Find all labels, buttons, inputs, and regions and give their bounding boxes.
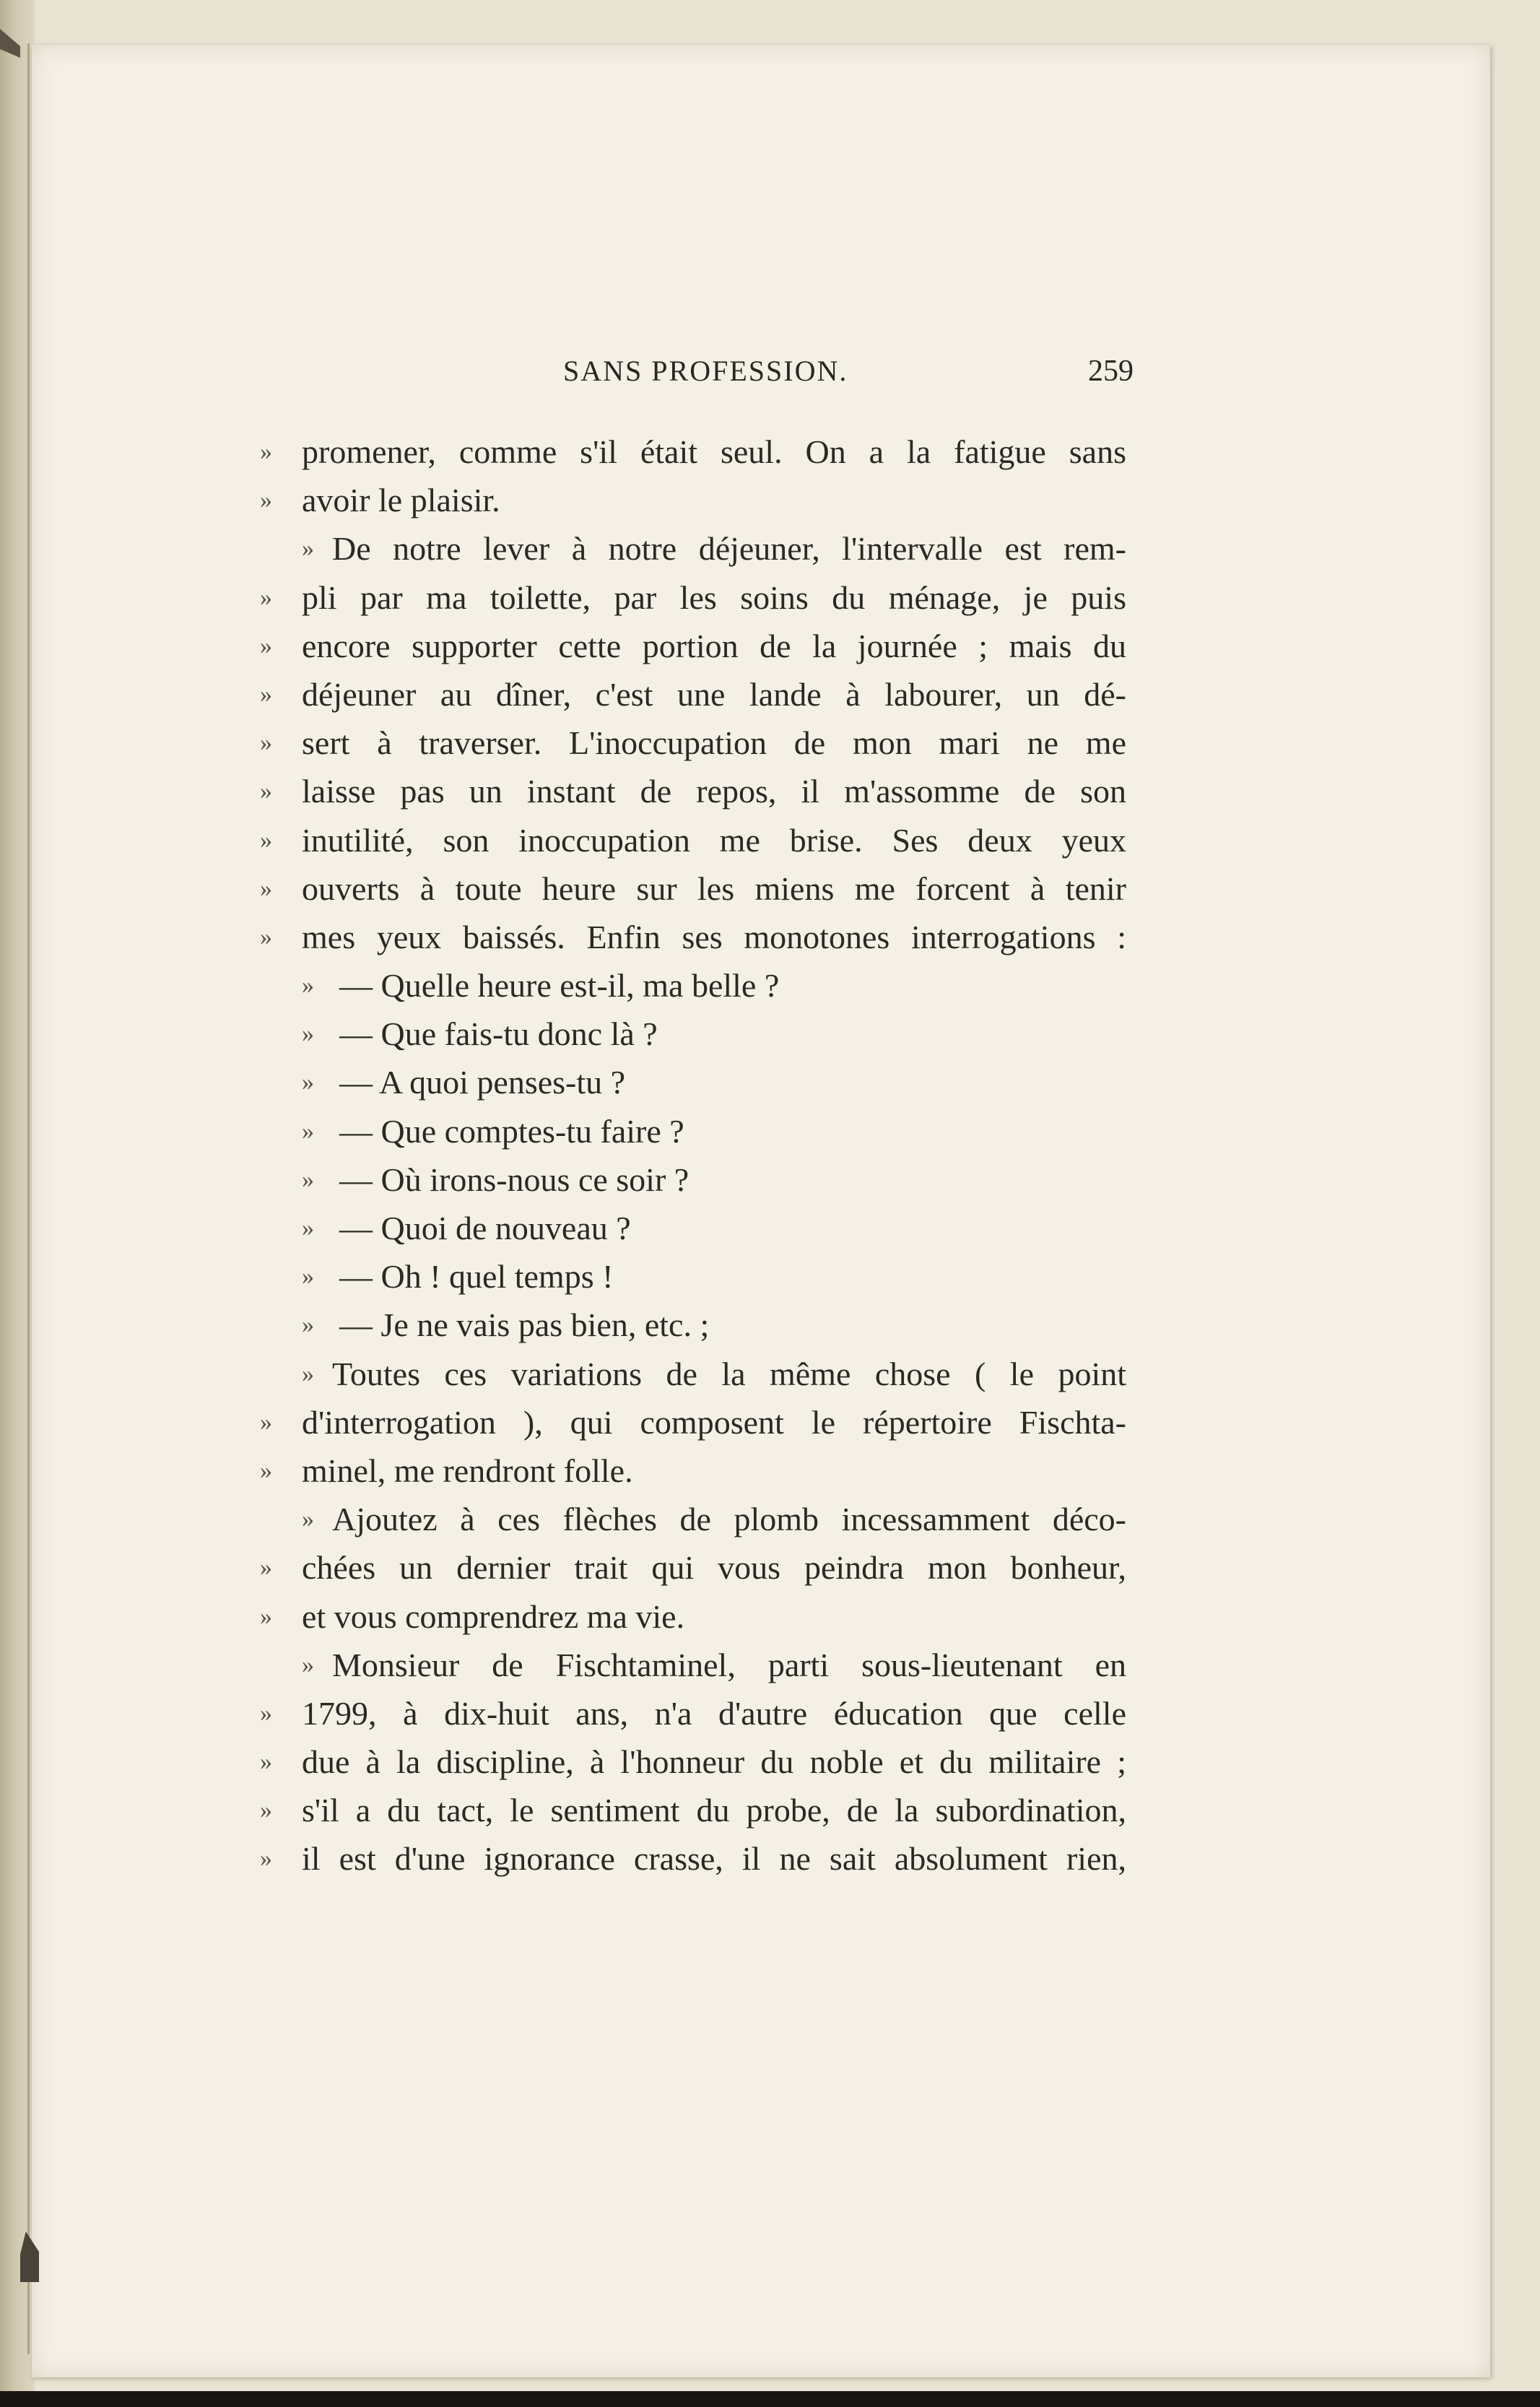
- quote-mark: »: [302, 1069, 314, 1096]
- line-text: pli par ma toilette, par les soins du ménage, je puis: [302, 578, 1126, 616]
- quote-mark: »: [260, 1797, 272, 1824]
- line-text: De notre lever à notre déjeuner, l'intervalle est rem-: [332, 530, 1126, 568]
- line-text: promener, comme s'il était seul. On a la fatigue sans: [302, 433, 1126, 470]
- quote-mark: »: [260, 826, 272, 854]
- line-text: Ajoutez à ces flèches de plomb incessamment déco-: [332, 1501, 1126, 1538]
- text-line: [260, 670, 1126, 719]
- quote-mark: »: [260, 778, 272, 805]
- quote-mark: »: [302, 1020, 314, 1048]
- line-text: — Que comptes-tu faire ?: [339, 1112, 684, 1150]
- body-text: [260, 428, 1126, 1883]
- quote-mark: »: [260, 680, 272, 708]
- line-text: inutilité, son inoccupation me brise. Ses deux yeux: [302, 821, 1126, 859]
- line-text: mes yeux baissés. Enfin ses monotones interrogations :: [302, 918, 1126, 955]
- quote-mark: »: [260, 584, 272, 611]
- text-line: [260, 573, 1126, 622]
- dialogue-line: [260, 1204, 1126, 1252]
- quote-mark: »: [260, 729, 272, 757]
- text-line: [260, 622, 1126, 670]
- quote-mark: »: [302, 535, 314, 563]
- text-line: [260, 816, 1126, 864]
- quote-mark: »: [302, 972, 314, 999]
- scan-binding-edge: [0, 0, 35, 2407]
- running-title: SANS PROFESSION.: [563, 355, 848, 387]
- quote-mark: »: [260, 487, 272, 514]
- dialogue-line: [260, 1252, 1126, 1301]
- text-line: [260, 864, 1126, 913]
- text-line: [260, 1641, 1126, 1689]
- line-text: encore supporter cette portion de la journée ; mais du: [302, 627, 1126, 664]
- line-text: avoir le plaisir.: [302, 482, 500, 519]
- line-text: — Quelle heure est-il, ma belle ?: [339, 967, 780, 1005]
- line-text: minel, me rendront folle.: [302, 1452, 633, 1489]
- text-line: [260, 1786, 1126, 1834]
- line-text: laisse pas un instant de repos, il m'assomme de son: [302, 773, 1126, 810]
- text-line: [260, 524, 1126, 573]
- line-text: chées un dernier trait qui vous peindra mon bonheur,: [302, 1549, 1126, 1587]
- text-line: [260, 719, 1126, 767]
- line-text: ouverts à toute heure sur les miens me forcent à tenir: [302, 869, 1126, 907]
- text-line: [260, 1834, 1126, 1883]
- dialogue-line: [260, 961, 1126, 1010]
- line-text: — Où irons-nous ce soir ?: [339, 1161, 689, 1198]
- page-header: [274, 354, 1134, 404]
- quote-mark: »: [260, 875, 272, 902]
- dialogue-line: [260, 1010, 1126, 1058]
- quote-mark: »: [260, 1748, 272, 1776]
- line-text: due à la discipline, à l'honneur du noble et du militaire ;: [302, 1743, 1126, 1781]
- quote-mark: »: [260, 1845, 272, 1873]
- page-number: 259: [1088, 355, 1134, 388]
- quote-mark: »: [260, 1457, 272, 1484]
- line-text: s'il a du tact, le sentiment du probe, de la subordination,: [302, 1792, 1126, 1829]
- line-text: — Oh ! quel temps !: [339, 1258, 614, 1296]
- line-text: — Quoi de nouveau ?: [339, 1210, 631, 1246]
- line-text: il est d'une ignorance crasse, il ne sait absolument rien,: [302, 1840, 1126, 1878]
- text-line: [260, 1689, 1126, 1738]
- text-line: [260, 1447, 1126, 1495]
- dialogue-line: [260, 1058, 1126, 1106]
- text-line: [260, 1592, 1126, 1641]
- text-line: [260, 1350, 1126, 1398]
- quote-mark: »: [302, 1651, 314, 1678]
- line-text: — Je ne vais pas bien, etc. ;: [339, 1306, 710, 1344]
- text-line: [260, 1398, 1126, 1447]
- quote-mark: »: [260, 438, 272, 465]
- text-line: [260, 767, 1126, 815]
- line-text: sert à traverser. L'inoccupation de mon mari ne me: [302, 724, 1126, 762]
- quote-mark: »: [260, 1554, 272, 1582]
- quote-mark: »: [260, 1699, 272, 1727]
- line-text: et vous comprendrez ma vie.: [302, 1597, 685, 1635]
- quote-mark: »: [302, 1263, 314, 1291]
- dialogue-line: [260, 1107, 1126, 1155]
- line-text: — A quoi penses-tu ?: [339, 1064, 626, 1101]
- quote-mark: »: [302, 1117, 314, 1145]
- quote-mark: »: [260, 1408, 272, 1436]
- quote-mark: »: [260, 1603, 272, 1630]
- quote-mark: »: [302, 1166, 314, 1193]
- text-line: [260, 476, 1126, 524]
- quote-mark: »: [302, 1506, 314, 1533]
- text-line: [260, 428, 1126, 476]
- line-text: d'interrogation ), qui composent le répertoire Fischta-: [302, 1403, 1126, 1441]
- quote-mark: »: [260, 632, 272, 659]
- text-line: [260, 1738, 1126, 1786]
- line-text: Toutes ces variations de la même chose ( le point: [332, 1355, 1126, 1392]
- line-text: 1799, à dix-huit ans, n'a d'autre éducation que celle: [302, 1694, 1126, 1732]
- text-line: [260, 913, 1126, 961]
- quote-mark: »: [302, 1215, 314, 1241]
- line-text: — Que fais-tu donc là ?: [339, 1015, 658, 1053]
- quote-mark: »: [260, 923, 272, 950]
- text-line: [260, 1495, 1126, 1543]
- scan-bottom-edge: [0, 2391, 1540, 2407]
- dialogue-line: [260, 1301, 1126, 1349]
- text-line: [260, 1543, 1126, 1592]
- quote-mark: »: [302, 1360, 314, 1387]
- line-text: Monsieur de Fischtaminel, parti sous-lieutenant en: [332, 1646, 1126, 1683]
- dialogue-line: [260, 1155, 1126, 1204]
- line-text: déjeuner au dîner, c'est une lande à labourer, un dé-: [302, 675, 1126, 713]
- quote-mark: »: [302, 1311, 314, 1339]
